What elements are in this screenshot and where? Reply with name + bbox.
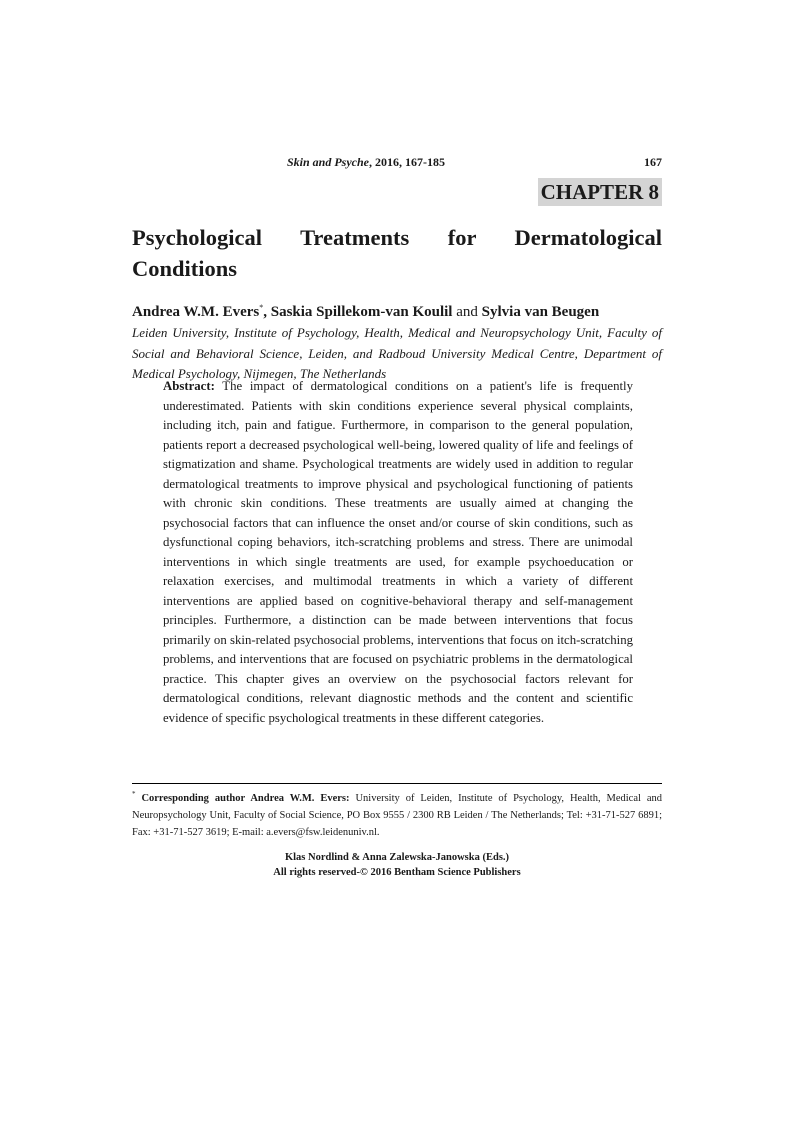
author-separator-1: ,	[263, 304, 271, 320]
title-line-2: Conditions	[132, 256, 238, 281]
abstract-label: Abstract:	[163, 379, 215, 393]
author-list	[132, 298, 672, 322]
title-line-1: Psychological Treatments for Dermatological	[132, 225, 662, 250]
author-1: Andrea W.M. Evers	[132, 304, 260, 320]
journal-name: Skin and Psyche	[287, 155, 370, 169]
author-separator-2: and	[452, 304, 482, 320]
page-number: 167	[644, 155, 662, 169]
publisher-credits	[132, 850, 662, 880]
footnote-text: University of Leiden, Institute of Psychology, Health, Medical and Neuropsychology Unit, Faculty of Social Science, PO Box 9555 / 2300 RB Leiden / The Netherlands; Tel: +31-71-527 6891; Fax: +31-71-527 3619; E-mail: a.evers@fsw.leidenuniv.nl.	[132, 793, 662, 838]
rights-line: All rights reserved-© 2016 Bentham Science Publishers	[273, 867, 521, 878]
chapter-label: CHAPTER 8	[538, 178, 662, 206]
affiliation: Leiden University, Institute of Psychology, Health, Medical and Neuropsychology Unit, Faculty of Social and Behavioral Science, Leiden, and Radboud University Medical Centre, Department of Medical Psychology, Nijmegen, The Netherlands	[132, 325, 662, 381]
author-2: Saskia Spillekom-van Koulil	[270, 304, 453, 320]
footnote	[132, 786, 662, 841]
corresponding-mark: *	[259, 303, 264, 312]
article-title	[132, 222, 662, 284]
footnote-label: Corresponding author Andrea W.M. Evers:	[141, 793, 350, 804]
footnote-divider	[132, 783, 662, 784]
author-3: Sylvia van Beugen	[481, 304, 600, 320]
editors-line: Klas Nordlind & Anna Zalewska-Janowska (Eds.)	[284, 852, 510, 863]
abstract-text: The impact of dermatological conditions on a patient's life is frequently underestimated. Patients with skin conditions experience several physical complaints, including itch, pain and fatigue. Furthermore, in comparison to the general population, patients report a decreased psychological well-being, lowered quality of life and feelings of stigmatization and shame. Psychological treatments are widely used in addition to regular dermatological treatments to improve physical and psychological functioning of patients with chronic skin conditions. These treatments are usually aimed at changing the psychosocial factors that can influence the onset and/or course of skin conditions, such as dysfunctional coping behaviors, itch-scratching problems and stress. There are unimodal interventions in which single treatments are used, for example psychoeducation or relaxation exercises, and multimodal treatments in which a variety of different interventions are applied based on cognitive-behavioral therapy and self-management principles. Furthermore, a distinction can be made between interventions that focus primarily on skin-related psychosocial problems, interventions that focus on itch-scratching problems, and interventions that are focused on psychiatric problems in the dermatological practice. This chapter gives an overview on the psychosocial factors relevant for dermatological conditions, relevant diagnostic methods and the content and scientific evidence of specific psychological treatments in these different categories.	[163, 379, 633, 725]
journal-details: , 2016, 167-185	[369, 155, 446, 169]
abstract	[163, 377, 633, 728]
journal-citation	[287, 155, 445, 170]
footnote-mark: *	[132, 790, 136, 798]
